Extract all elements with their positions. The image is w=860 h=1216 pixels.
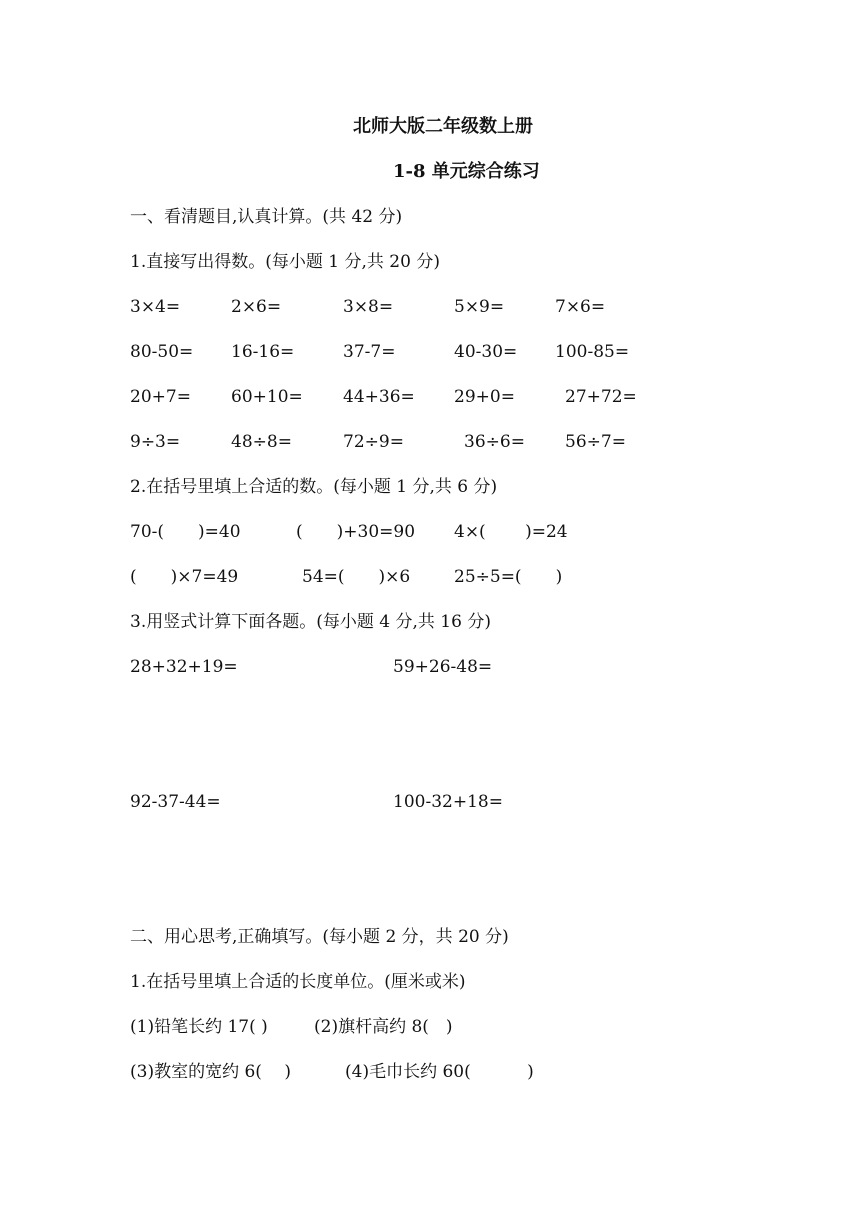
q3-heading: 3.用竖式计算下面各题。(每小题 4 分,共 16 分) [130, 612, 491, 632]
section2-heading: 二、用心思考,正确填写。(每小题 2 分，共 20 分) [130, 927, 509, 947]
section1-heading: 一、看清题目,认真计算。(共 42 分) [130, 207, 403, 227]
calc-item: 56÷7= [565, 432, 626, 452]
unit-fill-item: (4)毛巾长约 60( ) [345, 1062, 534, 1082]
page-subtitle: 1-8 单元综合练习 [393, 161, 540, 182]
fill-blank-item: 54=( )×6 [302, 567, 411, 587]
calc-item: 16-16= [231, 342, 295, 362]
calc-item: 7×6= [555, 297, 606, 317]
fill-blank-item: ( )×7=49 [130, 567, 239, 587]
unit-fill-item: (1)铅笔长约 17( ) [130, 1017, 268, 1037]
calc-item: 40-30= [454, 342, 518, 362]
q2-heading: 2.在括号里填上合适的数。(每小题 1 分,共 6 分) [130, 477, 498, 497]
unit-fill-item: (3)教室的宽约 6( ) [130, 1062, 291, 1082]
fill-blank-item: 25÷5=( ) [454, 567, 563, 587]
calc-item: 100-85= [555, 342, 630, 362]
calc-item: 3×8= [343, 297, 394, 317]
s2-q1-heading: 1.在括号里填上合适的长度单位。(厘米或米) [130, 972, 466, 992]
vertical-calc-item: 92-37-44= [130, 792, 221, 812]
calc-item: 29+0= [454, 387, 515, 407]
calc-item: 72÷9= [343, 432, 404, 452]
calc-item: 3×4= [130, 297, 181, 317]
calc-item: 60+10= [231, 387, 303, 407]
vertical-calc-item: 100-32+18= [393, 792, 503, 812]
calc-item: 44+36= [343, 387, 415, 407]
calc-item: 37-7= [343, 342, 396, 362]
vertical-calc-item: 59+26-48= [393, 657, 493, 677]
calc-item: 20+7= [130, 387, 191, 407]
calc-item: 5×9= [454, 297, 505, 317]
calc-item: 2×6= [231, 297, 282, 317]
calc-item: 80-50= [130, 342, 194, 362]
page-title: 北师大版二年级数上册 [353, 116, 533, 137]
vertical-calc-item: 28+32+19= [130, 657, 238, 677]
calc-item: 27+72= [565, 387, 637, 407]
fill-blank-item: 4×( )=24 [454, 522, 568, 542]
calc-item: 48÷8= [231, 432, 292, 452]
fill-blank-item: 70-( )=40 [130, 522, 241, 542]
unit-fill-item: (2)旗杆高约 8( ) [314, 1017, 453, 1037]
calc-item: 9÷3= [130, 432, 181, 452]
calc-item: 36÷6= [464, 432, 525, 452]
q1-heading: 1.直接写出得数。(每小题 1 分,共 20 分) [130, 252, 440, 272]
fill-blank-item: ( )+30=90 [296, 522, 416, 542]
